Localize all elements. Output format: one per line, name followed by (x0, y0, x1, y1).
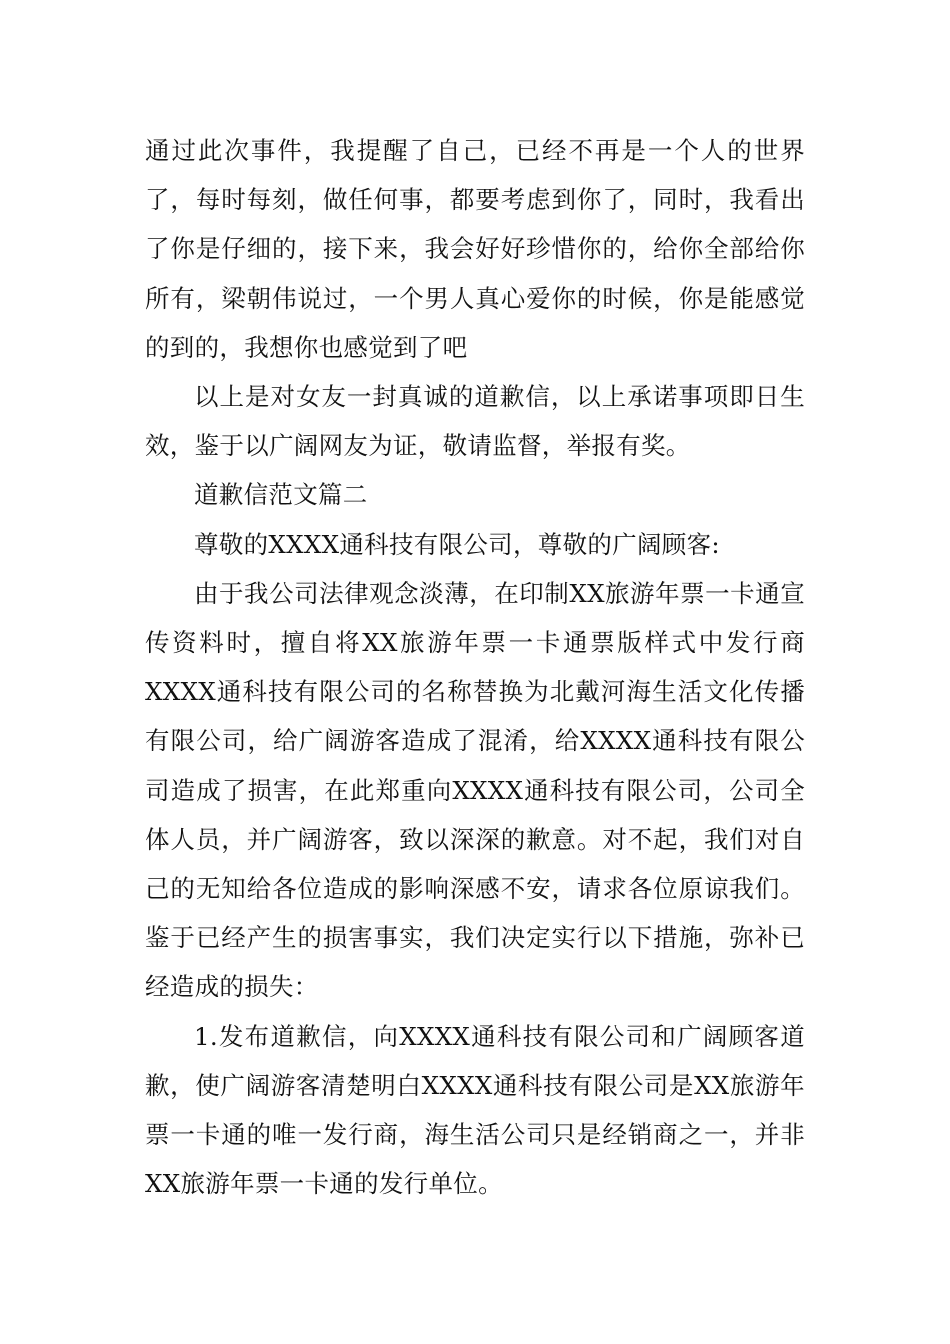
paragraph-measure-1: 1.发布道歉信，向XXXX通科技有限公司和广阔顾客道歉，使广阔游客清楚明白XXXX通科技有限公司是XX旅游年票一卡通的唯一发行商，海生活公司只是经销商之一，并非XX旅游年票一卡通的发行单位。 (145, 1021, 805, 1199)
paragraph-promise-statement: 以上是对女友一封真诚的道歉信，以上承诺事项即日生效，鉴于以广阔网友为证，敬请监督，举报有奖。 (145, 382, 805, 461)
paragraph-closing-reflection: 通过此次事件，我提醒了自己，已经不再是一个人的世界了，每时每刻，做任何事，都要考虑到你了，同时，我看出了你是仔细的，接下来，我会好好珍惜你的，给你全部给你所有，梁朝伟说过，一个男人真心爱你的时候，你是能感觉的到的，我想你也感觉到了吧 (145, 136, 805, 362)
section-heading: 道歉信范文篇二 (194, 480, 368, 510)
paragraph-apology-body: 由于我公司法律观念淡薄，在印制XX旅游年票一卡通宣传资料时，擅自将XX旅游年票一卡通票版样式中发行商XXXX通科技有限公司的名称替换为北戴河海生活文化传播有限公司，给广阔游客造成了混淆，给XXXX通科技有限公司造成了损害，在此郑重向XXXX通科技有限公司，公司全体人员，并广阔游客，致以深深的歉意。对不起，我们对自己的无知给各位造成的影响深感不安，请求各位原谅我们。鉴于已经产生的损害事实，我们决定实行以下措施，弥补已经造成的损失： (145, 578, 805, 1002)
document-body (145, 126, 805, 1208)
paragraph-salutation: 尊敬的XXXX通科技有限公司，尊敬的广阔顾客: (194, 529, 720, 559)
